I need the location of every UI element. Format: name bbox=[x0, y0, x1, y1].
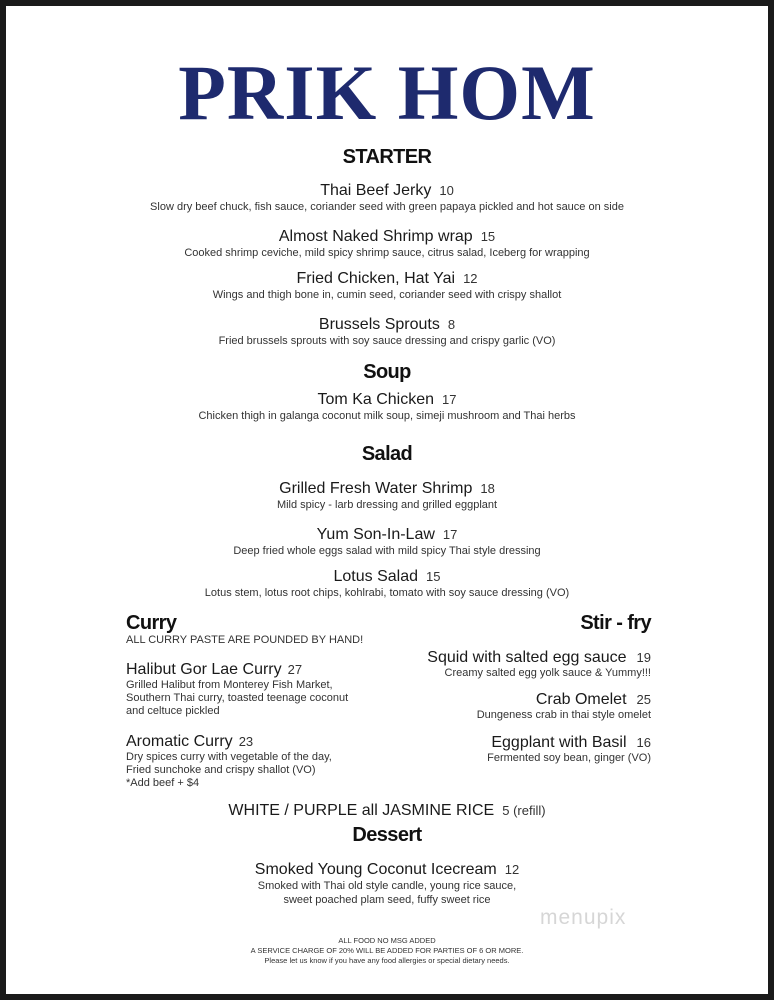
item-price: 19 bbox=[636, 650, 651, 665]
item-name: Aromatic Curry bbox=[126, 733, 233, 750]
item-name: Halibut Gor Lae Curry bbox=[126, 661, 282, 678]
menu-item bbox=[6, 391, 768, 423]
item-price: 12 bbox=[504, 862, 520, 877]
watermark: menupix bbox=[540, 906, 627, 929]
item-description: sweet poached plam seed, fuffy sweet rice bbox=[283, 894, 491, 906]
item-price: 10 bbox=[439, 183, 454, 198]
item-name: Almost Naked Shrimp wrap bbox=[278, 228, 473, 245]
menu-item bbox=[6, 182, 768, 214]
item-name: Squid with salted egg sauce bbox=[427, 649, 627, 666]
item-price: 18 bbox=[480, 481, 495, 496]
footer-line: Please let us know if you have any food allergies or special dietary needs. bbox=[264, 956, 510, 965]
item-name: Grilled Fresh Water Shrimp bbox=[279, 480, 473, 497]
item-description: Wings and thigh bone in, cumin seed, coriander seed with crispy shallot bbox=[212, 289, 562, 301]
item-price: 27 bbox=[287, 662, 303, 677]
menu-item bbox=[6, 480, 768, 512]
item-price: 23 bbox=[238, 734, 254, 749]
item-name: Lotus Salad bbox=[333, 568, 419, 585]
restaurant-name: PRIK HOM bbox=[178, 49, 596, 136]
item-price: 17 bbox=[442, 527, 458, 542]
stirfry-heading: Stir - fry bbox=[580, 612, 651, 634]
menu-item bbox=[6, 270, 768, 302]
item-description: and celtuce pickled bbox=[126, 705, 220, 717]
item-description: Deep fried whole eggs salad with mild spicy Thai style dressing bbox=[233, 545, 541, 557]
item-name: Thai Beef Jerky bbox=[320, 182, 432, 199]
item-price: 25 bbox=[636, 692, 651, 707]
item-description: Chicken thigh in galanga coconut milk soup, simeji mushroom and Thai herbs bbox=[198, 410, 576, 422]
item-description: Cooked shrimp ceviche, mild spicy shrimp sauce, citrus salad, Iceberg for wrapping bbox=[184, 247, 590, 259]
item-description: Dungeness crab in thai style omelet bbox=[476, 709, 651, 721]
item-name: Smoked Young Coconut Icecream bbox=[254, 861, 497, 878]
item-name: Fried Chicken, Hat Yai bbox=[296, 270, 456, 287]
item-description: Lotus stem, lotus root chips, kohlrabi, tomato with soy sauce dressing (VO) bbox=[204, 587, 570, 599]
soup-heading: Soup bbox=[363, 361, 411, 383]
starter-heading: STARTER bbox=[342, 146, 432, 168]
salad-heading: Salad bbox=[361, 443, 413, 465]
item-description: Southern Thai curry, toasted teenage coconut bbox=[126, 692, 349, 704]
menu-item bbox=[351, 691, 651, 722]
menu-item bbox=[351, 649, 651, 680]
menu-item bbox=[6, 861, 768, 907]
menu-item bbox=[6, 228, 768, 260]
item-name: Crab Omelet bbox=[535, 691, 627, 708]
item-description: Grilled Halibut from Monterey Fish Market, bbox=[126, 679, 333, 691]
item-name: Yum Son-In-Law bbox=[316, 526, 435, 543]
menu-item bbox=[6, 526, 768, 558]
item-price: 12 bbox=[463, 271, 478, 286]
menu-item bbox=[351, 734, 651, 765]
menu-item bbox=[6, 316, 768, 348]
item-price: 15 bbox=[480, 229, 496, 244]
item-description: Creamy salted egg yolk sauce & Yummy!!! bbox=[444, 667, 651, 679]
curry-heading: Curry bbox=[126, 612, 177, 634]
footer-notes bbox=[6, 936, 768, 966]
item-name: Tom Ka Chicken bbox=[317, 391, 435, 408]
item-description: Slow dry beef chuck, fish sauce, coriander seed with green papaya pickled and hot sauce on side bbox=[150, 201, 624, 213]
item-price: 17 bbox=[442, 392, 457, 407]
item-description: Mild spicy - larb dressing and grilled eggplant bbox=[276, 499, 498, 511]
item-description: Fried brussels sprouts with soy sauce dressing and crispy garlic (VO) bbox=[218, 335, 556, 347]
footer-line: A SERVICE CHARGE OF 20% WILL BE ADDED FOR PARTIES OF 6 OR MORE. bbox=[250, 946, 524, 955]
menu-item bbox=[6, 568, 768, 600]
item-price: 8 bbox=[447, 317, 456, 332]
menu-page bbox=[6, 6, 768, 994]
item-description: Fermented soy bean, ginger (VO) bbox=[487, 752, 651, 764]
dessert-heading: Dessert bbox=[352, 824, 422, 846]
item-price: 16 bbox=[636, 735, 651, 750]
item-description: Fried sunchoke and crispy shallot (VO) bbox=[126, 764, 316, 776]
item-price: 15 bbox=[426, 569, 441, 584]
curry-note: ALL CURRY PASTE ARE POUNDED BY HAND! bbox=[126, 634, 364, 646]
item-description: Smoked with Thai old style candle, young rice sauce, bbox=[257, 880, 517, 892]
item-description: *Add beef + $4 bbox=[126, 777, 200, 789]
rice-line bbox=[6, 802, 768, 820]
rice-name: WHITE / PURPLE all JASMINE RICE bbox=[228, 802, 495, 819]
item-name: Eggplant with Basil bbox=[491, 734, 627, 751]
item-description: Dry spices curry with vegetable of the day, bbox=[126, 751, 332, 763]
rice-price: 5 (refill) bbox=[502, 803, 546, 818]
footer-line: ALL FOOD NO MSG ADDED bbox=[338, 936, 436, 945]
item-name: Brussels Sprouts bbox=[318, 316, 440, 333]
